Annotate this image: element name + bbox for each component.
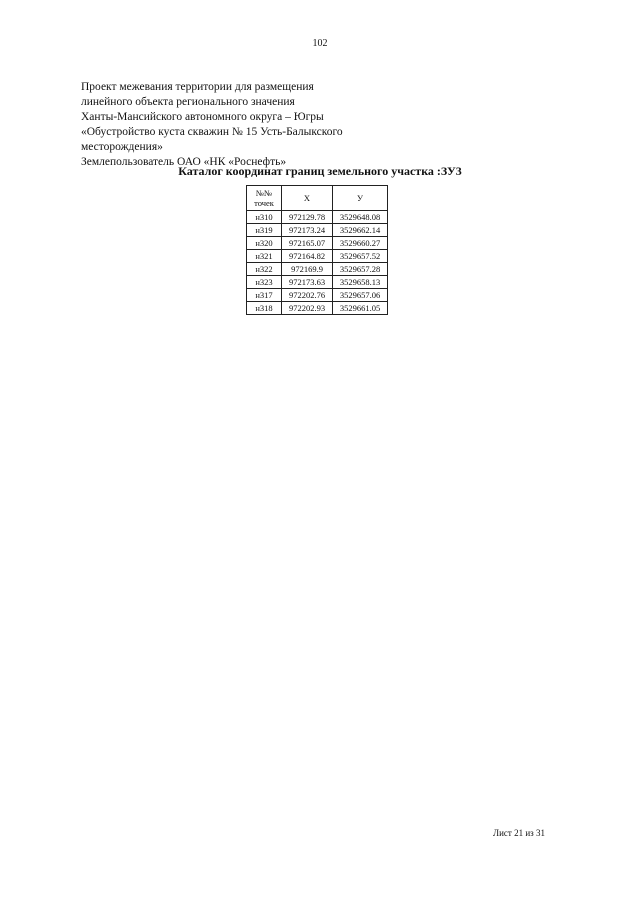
x-cell: 972202.76: [282, 289, 333, 302]
y-cell: 3529658.13: [333, 276, 388, 289]
table-row: [247, 302, 388, 315]
point-id-cell: н310: [247, 211, 282, 224]
point-id-cell: н320: [247, 237, 282, 250]
column-header-point-number: №№ точек: [247, 186, 282, 211]
y-cell: 3529657.06: [333, 289, 388, 302]
point-id-cell: н323: [247, 276, 282, 289]
header-line: Ханты-Мансийского автономного округа – Югры: [81, 111, 324, 123]
point-id-cell: н319: [247, 224, 282, 237]
catalog-title: Каталог координат границ земельного участка :ЗУ3: [178, 164, 462, 178]
header-line: Землепользователь ОАО «НК «Роснефть»: [81, 156, 287, 168]
table-row: [247, 276, 388, 289]
table-row: [247, 237, 388, 250]
point-id-cell: н317: [247, 289, 282, 302]
header-line: Проект межевания территории для размещения: [81, 81, 314, 93]
table-row: [247, 224, 388, 237]
table-row: [247, 250, 388, 263]
x-cell: 972202.93: [282, 302, 333, 315]
x-cell: 972129.78: [282, 211, 333, 224]
table-row: [247, 211, 388, 224]
page-number: 102: [312, 38, 328, 49]
x-cell: 972173.24: [282, 224, 333, 237]
x-cell: 972173.63: [282, 276, 333, 289]
sheet-info: Лист 21 из 31: [493, 828, 545, 838]
point-id-cell: н322: [247, 263, 282, 276]
y-cell: 3529661.05: [333, 302, 388, 315]
header-line: «Обустройство куста скважин № 15 Усть-Балыкского: [81, 126, 343, 138]
x-cell: 972165.07: [282, 237, 333, 250]
x-cell: 972169.9: [282, 263, 333, 276]
table-row: [247, 289, 388, 302]
table-header-row: [247, 186, 388, 211]
header-line: линейного объекта регионального значения: [81, 96, 295, 108]
x-cell: 972164.82: [282, 250, 333, 263]
point-id-cell: н321: [247, 250, 282, 263]
y-cell: 3529660.27: [333, 237, 388, 250]
point-id-cell: н318: [247, 302, 282, 315]
y-cell: 3529657.28: [333, 263, 388, 276]
column-header-x: X: [282, 186, 333, 211]
y-cell: 3529657.52: [333, 250, 388, 263]
column-header-y: У: [333, 186, 388, 211]
header-line: месторождения»: [81, 141, 163, 153]
table-row: [247, 263, 388, 276]
y-cell: 3529648.08: [333, 211, 388, 224]
coordinates-table: [246, 185, 388, 315]
project-header: [81, 80, 501, 170]
y-cell: 3529662.14: [333, 224, 388, 237]
